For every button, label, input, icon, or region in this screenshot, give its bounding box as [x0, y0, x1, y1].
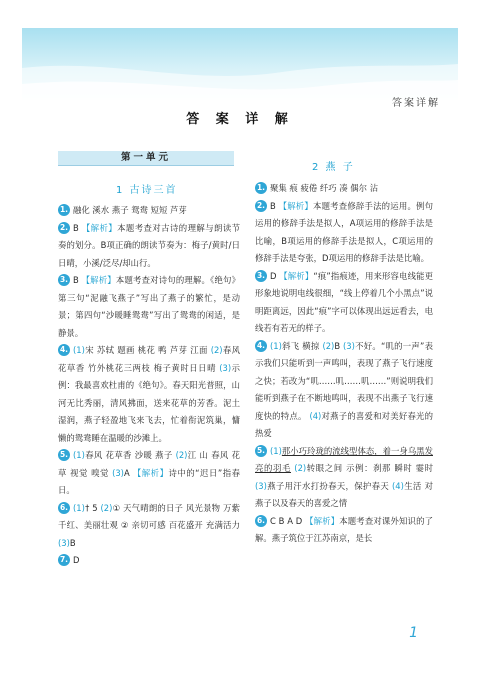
lesson-title-right: 2 燕 子	[312, 162, 355, 173]
answer-item	[255, 513, 433, 548]
answer-item	[58, 342, 240, 447]
item-number: 4.	[256, 340, 266, 350]
answer-item	[255, 198, 433, 268]
page-title: 答 案 详 解	[186, 112, 294, 127]
sub-number: (1)	[73, 502, 85, 513]
sub-number: (4)	[309, 410, 322, 421]
answer-choice: C B A D	[270, 515, 303, 526]
lesson-title-left: 1 古诗三首	[116, 185, 178, 196]
answer-text: 斜飞 横掠	[281, 340, 320, 351]
answer-item	[255, 180, 433, 198]
sub-number: (2)	[294, 463, 307, 473]
answer-text: A	[123, 467, 130, 478]
analysis-tag: 【解析】	[132, 467, 169, 478]
wave-decoration	[22, 28, 458, 100]
answers-left-column	[58, 202, 240, 570]
sub-number: (2)	[322, 340, 335, 351]
sub-number: (1)	[270, 340, 282, 351]
answer-text: 春风 花草香 沙暖 燕子	[84, 450, 173, 460]
item-number: 4.	[59, 345, 69, 354]
answer-text: B	[69, 537, 76, 548]
item-number: 2.	[256, 200, 266, 210]
answer-item	[58, 272, 240, 342]
sub-number: (3)	[58, 537, 70, 548]
answer-text: B	[334, 340, 341, 351]
answer-text: 江 山 春风 花草 视觉 嗅觉	[58, 450, 240, 478]
item-number: 5.	[256, 445, 266, 455]
answer-item	[58, 220, 240, 273]
item-number: 5.	[59, 450, 69, 459]
answer-text: 宋 苏轼 题画 桃花 鸭 芦芽 江面	[84, 345, 208, 355]
answer-item	[58, 447, 240, 500]
header-title: 答案详解	[392, 98, 440, 109]
answer-text: 诗中的“迟日”指春日。	[58, 467, 240, 495]
analysis-tag: 【解析】	[279, 270, 314, 281]
answer-choice: B	[73, 275, 79, 285]
answer-item	[255, 338, 433, 443]
sub-number: (3)	[342, 340, 355, 351]
answer-text: 聚集 痕 疲倦 纤巧 凑 偶尔 沾	[270, 183, 379, 193]
answer-text: 转眼之间 示例：刹那 瞬时 霎时	[306, 463, 433, 473]
sub-number: (3)	[112, 467, 124, 478]
answer-item	[255, 268, 433, 338]
sub-number: (3)	[219, 362, 232, 373]
analysis-tag: 【解析】	[278, 200, 313, 211]
sub-number: (1)	[270, 445, 282, 456]
answer-text: 春风花草香 竹外桃花三两枝 梅子黄时日日晴	[58, 345, 240, 373]
answer-text: 融化 溪水 燕子 鸳鸯 短短 芦芽	[73, 205, 187, 215]
answer-item	[255, 443, 433, 513]
analysis-tag: 【解析】	[81, 222, 118, 233]
answer-item	[58, 552, 240, 570]
sub-number: (1)	[73, 345, 85, 355]
answer-item	[58, 500, 240, 553]
unit-title: 第一单元	[58, 151, 234, 166]
answer-text: ① 天气晴朗的日子 风光景物 万紫千红、美丽壮观 ② 亲切可感 百花盛开 充满活力	[58, 502, 240, 530]
answer-text: 对燕子的喜爱和对美好春光的热爱	[255, 410, 434, 438]
item-number: 3.	[256, 270, 266, 280]
analysis-tag: 【解析】	[305, 515, 340, 526]
answer-choice: D	[270, 270, 277, 281]
answer-text: 不好。“叽的一声”表示我们只能听到一声鸣叫，表现了燕子飞行速度之快；若改为“叽……叽……叽……”则说明我们能听到燕子在不断地鸣叫，表现不出燕子飞行速度快的特点。	[255, 340, 433, 421]
answer-text: 本题考查修辞手法的运用。例句运用的修辞手法是拟人，A项运用的修辞手法是比喻，B项运用的修辞手法是拟人，C项运用的修辞手法是夸张，D项运用的修辞手法是比喻。	[255, 200, 433, 263]
item-number: 3.	[59, 275, 69, 284]
answer-text: “痕”指痕迹，用来形容电线能更形象地说明电线很细，“线上停着几个小黑点”说明距离远，因此“痕”字可以体现出远远看去，电线若有若无的样子。	[255, 270, 433, 333]
answer-choice: B	[270, 200, 276, 211]
analysis-tag: 【解析】	[81, 275, 116, 285]
answer-text: 生活 对燕子以及春天的喜爱之情	[255, 480, 433, 508]
header-banner	[22, 28, 458, 109]
answer-text: 那小巧玲珑的流线型体态，着一身乌黑发亮的羽毛	[255, 445, 433, 473]
sub-number: (2)	[100, 502, 113, 513]
answer-item	[58, 202, 240, 220]
answer-text: 燕子用汗水打扮春天，保护春天	[266, 480, 390, 491]
item-number: 1.	[59, 205, 69, 214]
answer-text: 本题考查对古诗的理解与朗读节奏的划分。B项正确的朗读节奏为：梅子/黄时/日日晴，小溪/泛尽/却山行。	[58, 222, 241, 268]
answer-choice: B	[73, 222, 79, 233]
sub-number: (2)	[210, 345, 223, 355]
answers-right-column	[255, 180, 433, 548]
answer-text: 本题考查对诗句的理解。《绝句》第三句“泥融飞燕子”写出了燕子的繁忙，是动景；第四句“沙暖睡鸳鸯”写出了鸳鸯的闲适，是静景。	[58, 275, 241, 338]
answer-text: 本题考查对课外知识的了解。燕子筑位于江苏南京，是长	[255, 515, 433, 543]
item-number: 1.	[256, 183, 266, 192]
sub-number: (2)	[175, 450, 188, 460]
answer-text: † 5	[84, 502, 98, 513]
item-number: 7.	[59, 555, 69, 564]
answer-text: D	[73, 555, 80, 565]
item-number: 6.	[256, 515, 266, 525]
item-number: 6.	[59, 502, 69, 512]
page-number: 1	[409, 625, 418, 641]
sub-number: (4)	[392, 480, 404, 491]
sub-number: (1)	[73, 450, 85, 460]
item-number: 2.	[59, 222, 69, 232]
answer-text: 示例：我最喜欢杜甫的《绝句》。春天阳光普照，山河无比秀丽，清风拂面，送来花草的芳香。泥土湿润，燕子轻盈地飞来飞去，忙着衔泥筑巢，慵懒的鸳鸯睡在温暖的沙滩上。	[58, 362, 241, 443]
sub-number: (3)	[255, 480, 267, 491]
